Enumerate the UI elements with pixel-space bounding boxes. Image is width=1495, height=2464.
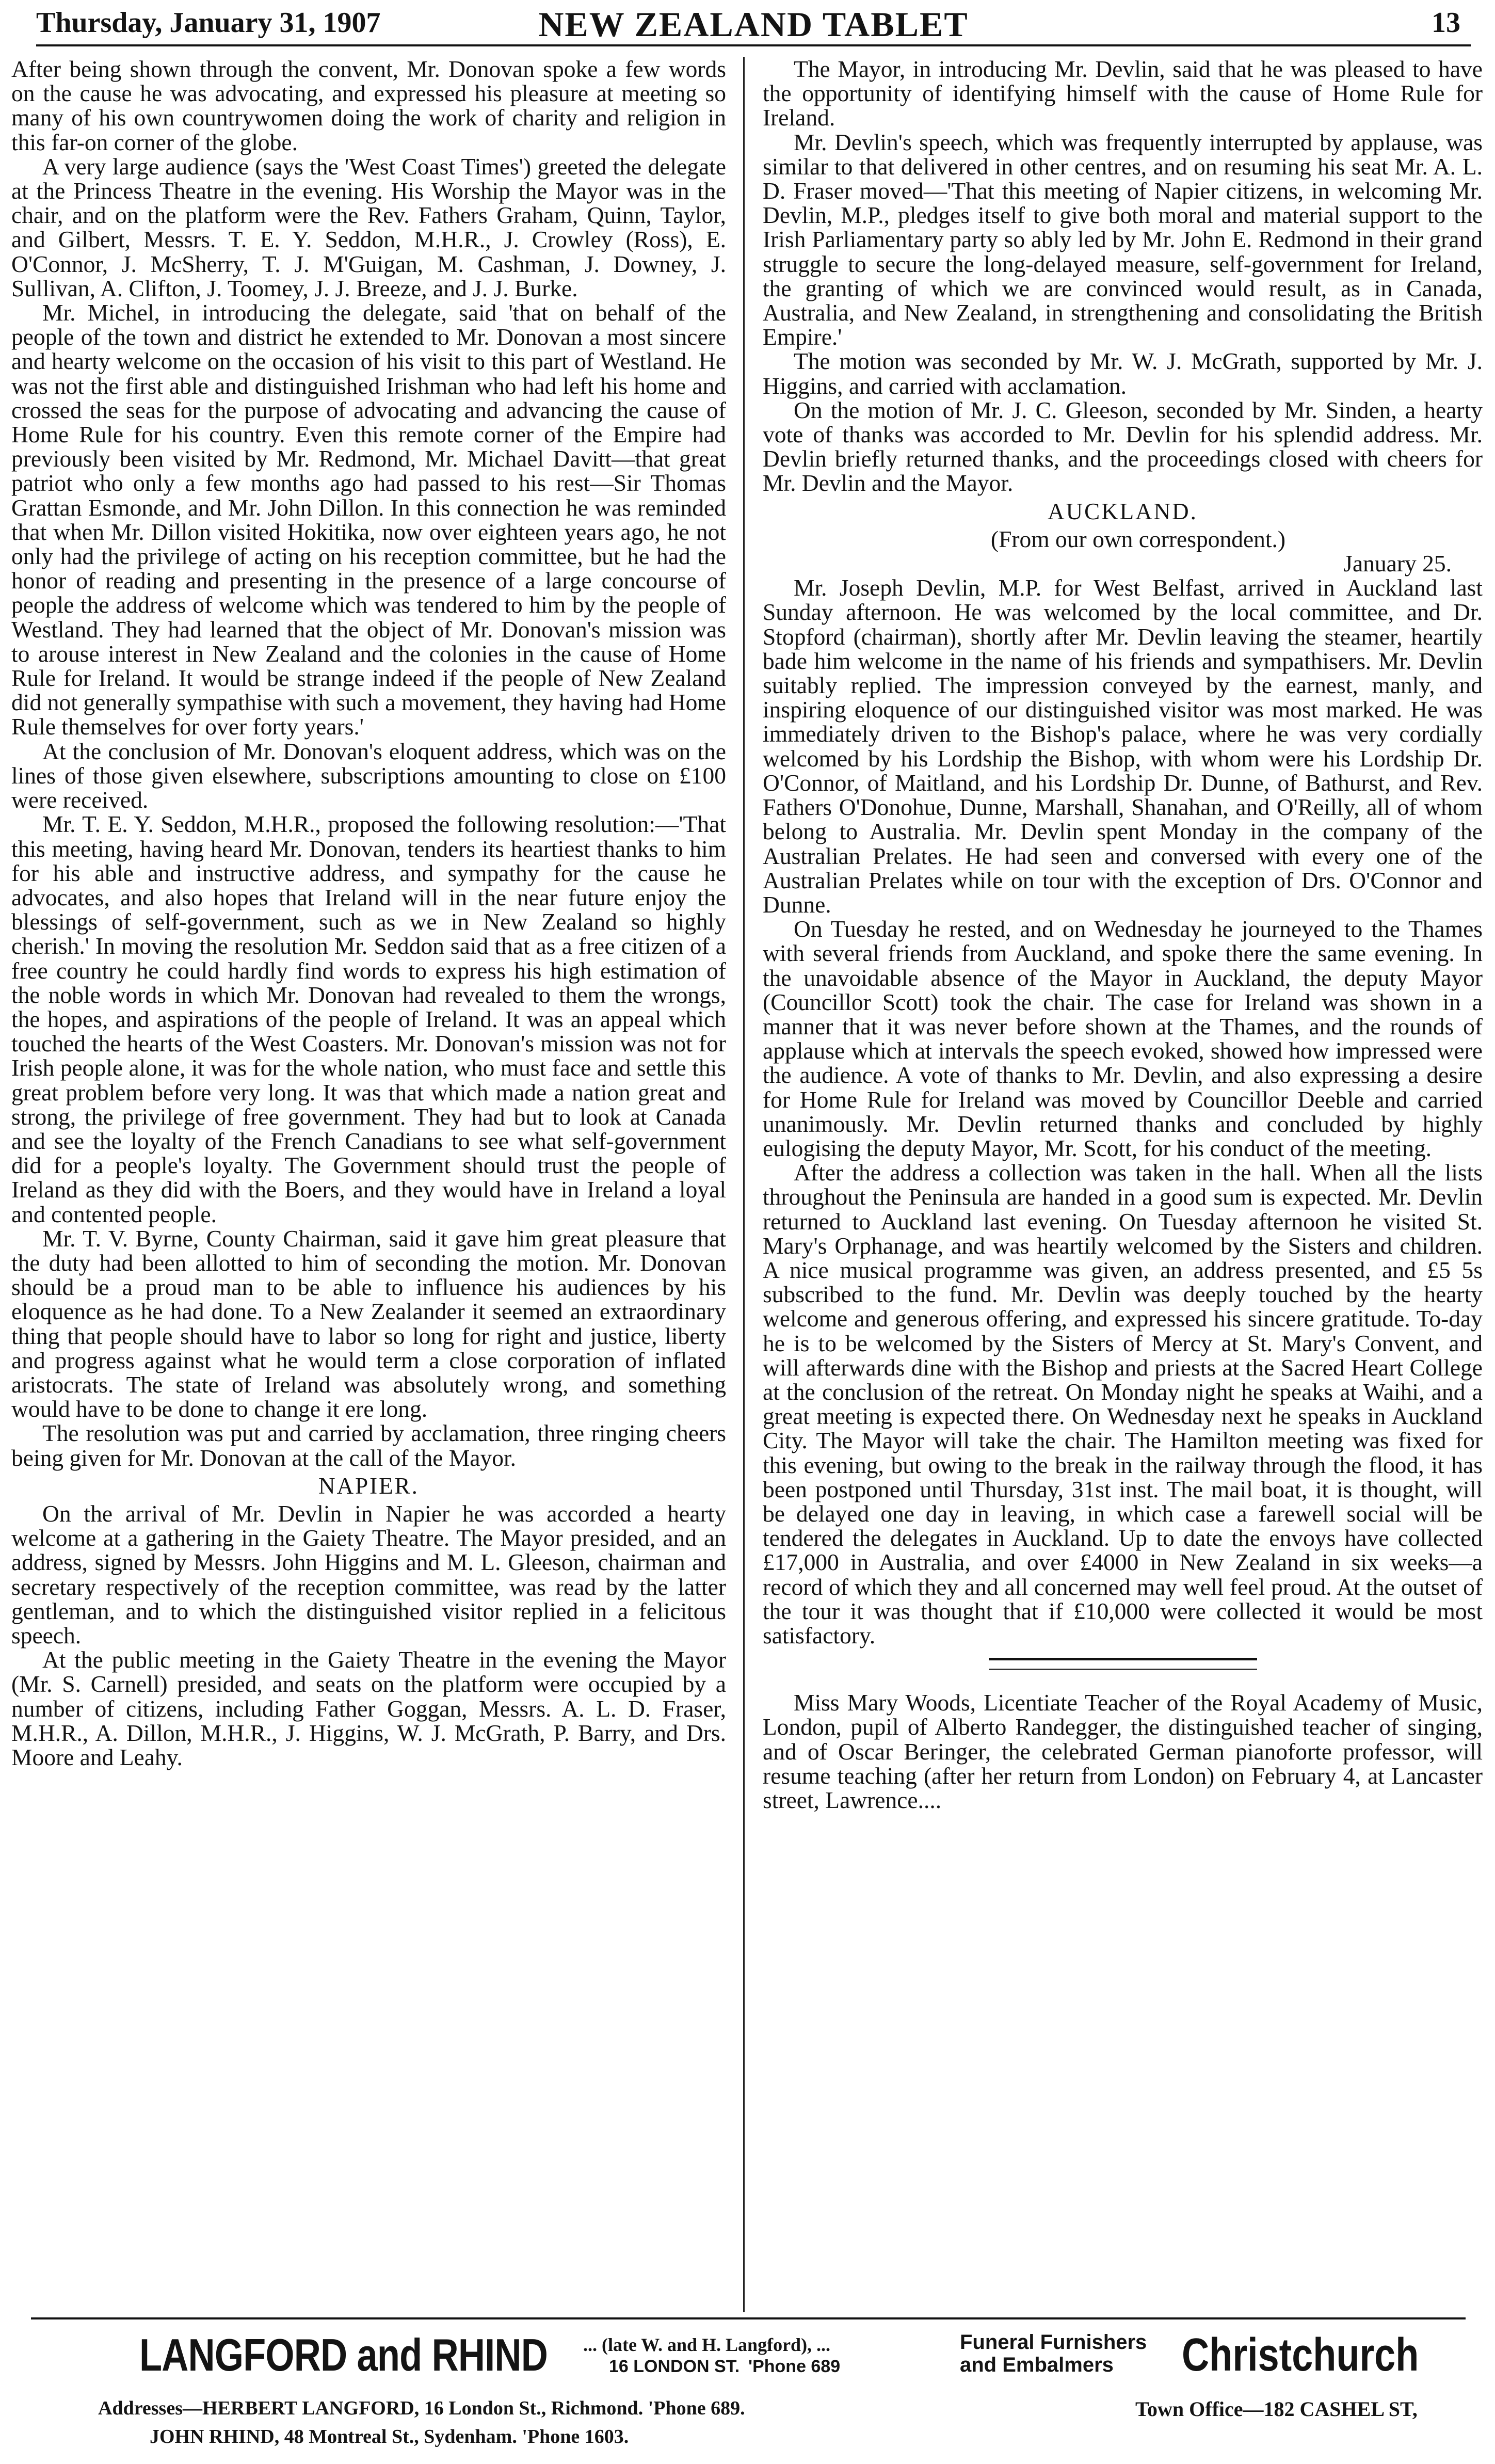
advert-late-line: ... (late W. and H. Langford), ... (583, 2334, 831, 2355)
advert-phone: 'Phone 689 (748, 2357, 841, 2376)
article-paragraph: After the address a collection was taken in the hall. When all the lists throughout the Peninsula are handed in a good sum is expected. Mr. Devlin returned to Auckland last evening. On Tuesday afternoon he visited St. Mary's Orphanage, and was heartily welcomed by the Sisters and children. A nice musical programme was given, an address presented, and £5 5s subscribed to the fund. Mr. Devlin was deeply touched by the hearty welcome and generous offering, and expressed his sincere gratitude. To-day he is to be welcomed by the Sisters of Mercy at St. Mary's Convent, and will afterwards dine with the Bishop and priests at the Sacred Heart College at the conclusion of the retreat. On Monday night he speaks at Waihi, and a great meeting is expected there. On Wednesday next he speaks in Auckland City. The Mayor will take the chair. The Hamilton meeting was fixed for this evening, but owing to the break in the railway through the flood, it has been postponed until Thursday, 31st inst. The mail boat, it is thought, will be delayed one day in leaving, in which case a farewell social will be tendered the delegates in Auckland. Up to date the envoys have collected £17,000 in Australia, and over £4000 in New Zealand in six weeks—a record of which they and all concerned may well feel proud. At the outset of the tour it was thought that if £10,000 were collected it would be most satisfactory. (763, 1159, 1483, 1649)
page-number: 13 (1432, 7, 1460, 39)
article-paragraph: The Mayor, in introducing Mr. Devlin, said that he was pleased to have the opportunity of identifying himself with the cause of Home Rule for Ireland. (763, 57, 1483, 131)
advert-address-line: Addresses—HERBERT LANGFORD, 16 London St., Richmond. 'Phone 689. (98, 2397, 745, 2419)
article-paragraph: Mr. T. E. Y. Seddon, M.H.R., proposed the following resolution:—'That this meeting, having heard Mr. Donovan, tenders its heartiest thanks to him for his able and instructive address, and sympathy for the cause he advocates, and also hopes that Ireland will in the near future enjoy the blessings of self-government, such as we in New Zealand so highly cherish.' In moving the resolution Mr. Seddon said that as a free citizen of a free country he could hardly find words to express his high estimation of the noble words in which Mr. Donovan had revealed to them the wrongs, the hopes, and aspirations of the people of Ireland. It was an appeal which touched the hearts of the West Coasters. Mr. Donovan's mission was not for Irish people alone, it was for the whole nation, who must face and settle this great problem before very long. It was that which made a nation great and strong, the privilege of free government. They had but to look at Canada and see the loyalty of the French Canadians to see what self-government did for a people's loyalty. The Government should trust the people of Ireland as they did with the Boers, and they would have in Ireland a loyal and contented people. (11, 811, 726, 1227)
left-column (11, 57, 726, 2312)
advert-address-line: JOHN RHIND, 48 Montreal St., Sydenham. 'Phone 1603. (150, 2426, 629, 2447)
section-heading-auckland: AUCKLAND. (1048, 498, 1198, 524)
article-paragraph: On the arrival of Mr. Devlin in Napier he was accorded a hearty welcome at a gathering in the Gaiety Theatre. The Mayor presided, and an address, signed by Messrs. John Higgins and M. L. Gleeson, chairman and secretary respectively of the reception committee, was read by the latter gentleman, and to which the distinguished visitor replied in a felicitous speech. (11, 1500, 726, 1649)
advert-city: Christchurch (1182, 2329, 1419, 2381)
article-paragraph: Mr. Devlin's speech, which was frequently interrupted by applause, was similar to that delivered in other centres, and on resuming his seat Mr. A. L. D. Fraser moved—'That this meeting of Napier citizens, in welcoming Mr. Devlin, M.P., pledges itself to give both moral and material support to the Irish Parliamentary party so ably led by Mr. John E. Redmond in their grand struggle to secure the long-delayed measure, self-government for Ireland, the granting of which we are convinced would result, as in Canada, Australia, and New Zealand, in strengthening and consolidating the British Empire.' (763, 129, 1483, 350)
article-paragraph: At the public meeting in the Gaiety Theatre in the evening the Mayor (Mr. S. Carnell) presided, and seats on the platform were occupied by a number of citizens, including Father Goggan, Messrs. A. L. D. Fraser, M.H.R., A. Dillon, M.H.R., J. Higgins, W. J. McGrath, P. Barry, and Drs. Moore and Leahy. (11, 1646, 726, 1771)
article-paragraph: A very large audience (says the 'West Coast Times') greeted the delegate at the Princess Theatre in the evening. His Worship the Mayor was in the chair, and on the platform were the Rev. Fathers Graham, Quinn, Taylor, and Gilbert, Messrs. T. E. Y. Seddon, M.H.R., J. Crowley (Ross), E. O'Connor, J. McSherry, T. J. M'Guigan, M. Cashman, J. Downey, J. Sullivan, A. Clifton, J. Toomey, J. J. Breeze, and J. J. Burke. (11, 153, 726, 301)
correspondent-line: (From our own correspondent.) (990, 525, 1286, 552)
article-paragraph: Mr. Joseph Devlin, M.P. for West Belfast, arrived in Auckland last Sunday afternoon. He was welcomed by the local committee, and Dr. Stopford (chairman), shortly after Mr. Devlin leaving the steamer, heartily bade him welcome in the name of his friends and sympathisers. Mr. Devlin suitably replied. The impression conveyed by the earnest, manly, and inspiring eloquence of our distinguished visitor was most marked. He was immediately driven to the Bishop's palace, where he was very cordially welcomed by his Lordship the Bishop, with whom were his Lordship Dr. O'Connor, of Maitland, and his Lordship Dr. Dunne, of Bathurst, and Rev. Fathers O'Donohue, Dunne, Marshall, Shanahan, and O'Reilly, all of whom belong to Australia. Mr. Devlin spent Monday in the company of the Australian Prelates. He had seen and conversed with every one of the Australian Prelates while on tour with the exception of Drs. O'Connor and Dunne. (763, 574, 1483, 918)
right-column (763, 57, 1483, 2312)
article-paragraph: After being shown through the convent, Mr. Donovan spoke a few words on the cause he was advocating, and expressed his pleasure at meeting so many of his own countrywomen doing the work of charity and religion in this far-on corner of the globe. (11, 57, 726, 155)
article-paragraph: On the motion of Mr. J. C. Gleeson, seconded by Mr. Sinden, a hearty vote of thanks was accorded to Mr. Devlin for his splendid address. Mr. Devlin briefly returned thanks, and the proceedings closed with cheers for Mr. Devlin and the Mayor. (763, 396, 1483, 497)
article-paragraph: The resolution was put and carried by acclamation, three ringing cheers being given for Mr. Donovan at the call of the Mayor. (11, 1420, 726, 1471)
section-divider (989, 1658, 1257, 1670)
masthead-title: NEW ZEALAND TABLET (538, 5, 969, 44)
article-paragraph: At the conclusion of Mr. Donovan's eloquent address, which was on the lines of those given elsewhere, subscriptions amounting to close on £100 were received. (11, 738, 726, 813)
dateline: January 25. (1343, 550, 1452, 577)
advert-services (960, 2331, 1147, 2376)
article-paragraph: The motion was seconded by Mr. W. J. McGrath, supported by Mr. J. Higgins, and carried with acclamation. (763, 348, 1483, 399)
column-rule (743, 57, 745, 2312)
advert-town-office: Town Office—182 CASHEL ST, (1135, 2397, 1418, 2421)
page-header (36, 4, 1471, 46)
advert-street: 16 LONDON ST. (609, 2357, 740, 2376)
header-date: Thursday, January 31, 1907 (36, 7, 381, 39)
section-heading-napier: NAPIER. (318, 1473, 419, 1499)
advertisement-banner (31, 2317, 1466, 2459)
advert-services-line: and Embalmers (960, 2354, 1114, 2376)
music-teacher-notice: Miss Mary Woods, Licentiate Teacher of the Royal Academy of Music, London, pupil of Alberto Randegger, the distinguished teacher of singing, and of Oscar Beringer, the celebrated German pianoforte professor, will resume teaching (after her return from London) on February 4, at Lancaster street, Lawrence.... (763, 1689, 1483, 1814)
advert-services-line: Funeral Furnishers (960, 2331, 1147, 2354)
article-paragraph: Mr. Michel, in introducing the delegate, said 'that on behalf of the people of the town and district he extended to Mr. Donovan a most sincere and hearty welcome on the occasion of his visit to this part of Westland. He was not the first able and distinguished Irishman who had left his home and crossed the seas for the purpose of advocating and advancing the cause of Home Rule for his country. Even this remote corner of the Empire had previously been visited by Mr. Redmond, Mr. Michael Davitt—that great patriot who only a few months ago had passed to his rest—Sir Thomas Grattan Esmonde, and Mr. John Dillon. In this connection he was reminded that when Mr. Dillon visited Hokitika, now over eighteen years ago, he not only had the privilege of acting on his reception committee, but he had the honor of reading and presenting in the presence of a large concourse of people the address of welcome which was tendered to him by the people of Westland. They had learned that the object of Mr. Donovan's mission was to arouse interest in New Zealand and the colonies in the cause of Home Rule for Ireland. It would be strange indeed if the people of New Zealand did not generally sympathise with such a movement, they having had Home Rule themselves for over forty years.' (11, 299, 726, 740)
advert-firm-name: LANGFORD and RHIND (139, 2329, 548, 2380)
article-paragraph: Mr. T. V. Byrne, County Chairman, said it gave him great pleasure that the duty had been allotted to him of seconding the motion. Mr. Donovan should be a proud man to be able to influence his audiences by his eloquence as he had done. To a New Zealander it seemed an extraordinary thing that people should have to labor so long for right and justice, liberty and progress against what he would term a close corporation of inflated aristocrats. The state of Ireland was absolutely wrong, and something would have to be done to change it ere long. (11, 1225, 726, 1422)
article-paragraph: On Tuesday he rested, and on Wednesday he journeyed to the Thames with several friends from Auckland, and spoke there the same evening. In the unavoidable absence of the Mayor in Auckland, the deputy Mayor (Councillor Scott) took the chair. The case for Ireland was shown in a manner that it was never before shown at the Thames, and the rounds of applause which at intervals the speech evoked, showed how impressed were the audience. A vote of thanks to Mr. Devlin, and also expressing a desire for Home Rule for Ireland was moved by Councillor Deeble and carried unanimously. Mr. Devlin returned thanks and concluded by highly eulogising the deputy Mayor, Mr. Scott, for his conduct of the meeting. (763, 916, 1483, 1161)
